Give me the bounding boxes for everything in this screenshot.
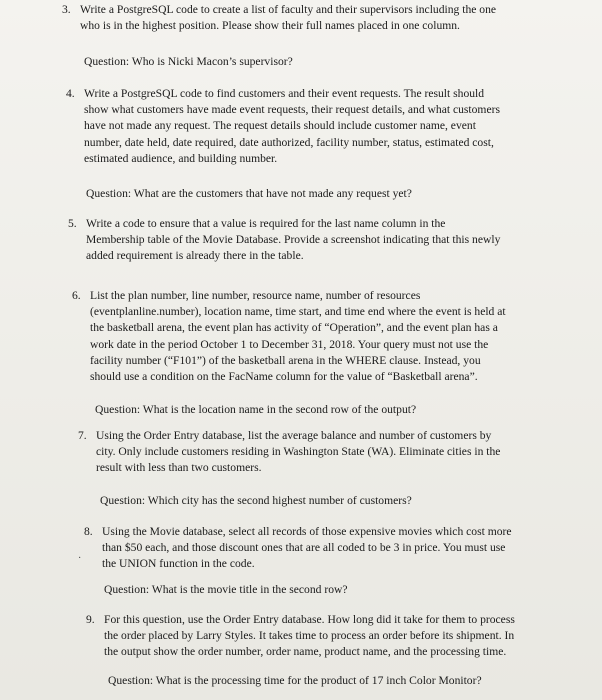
- item-number: 4.: [66, 87, 75, 100]
- item-line: who is in the highest position. Please show their full names placed in one column.: [80, 19, 460, 33]
- item-line: Membership table of the Movie Database. Provide a screenshot indicating that this newly: [86, 233, 501, 247]
- item-line: Using the Order Entry database, list the average balance and number of customers by: [96, 429, 492, 442]
- item-line: have not made any request. The request details should include customer name, event: [84, 119, 476, 133]
- item-7: [78, 428, 558, 477]
- item-4: [66, 86, 556, 167]
- item-line: Write a PostgreSQL code to find customers and their event requests. The result should: [84, 87, 485, 100]
- item-line: should use a condition on the FacName column for the value of “Basketball arena”.: [90, 370, 478, 384]
- item-line: added requirement is already there in the table.: [86, 249, 304, 263]
- item-line: work date in the period October 1 to December 31, 2018. Your query must not use the: [90, 337, 489, 351]
- question-3: Question: Who is Nicki Macon’s supervisor?: [84, 55, 293, 68]
- item-line: Write a code to ensure that a value is required for the last name column in the: [86, 217, 446, 230]
- item-text: [96, 428, 558, 477]
- item-line: result with less than two customers.: [96, 461, 262, 475]
- item-text: [90, 288, 562, 385]
- item-line: the order placed by Larry Styles. It takes time to process an order before its shipment. In: [104, 629, 515, 643]
- question-8: Question: What is the movie title in the second row?: [104, 583, 348, 596]
- item-9: [86, 612, 556, 661]
- item-text: [84, 86, 556, 167]
- item-line: For this question, use the Order Entry database. How long did it take for them to process: [104, 613, 515, 626]
- item-number: 5.: [68, 217, 77, 230]
- item-line: the output show the order number, order name, product name, and the processing time.: [104, 645, 507, 659]
- item-text: [102, 524, 554, 573]
- item-text: [86, 216, 558, 265]
- item-number: 3.: [62, 3, 71, 16]
- item-line: Using the Movie database, select all records of those expensive movies which cost more: [102, 525, 512, 538]
- item-text: [80, 2, 562, 34]
- item-line: than $50 each, and those discount ones that are all coded to be 3 in price. You must use: [102, 541, 506, 555]
- item-line: estimated audience, and building number.: [84, 151, 278, 165]
- item-6: [72, 288, 562, 385]
- question-4: Question: What are the customers that have not made any request yet?: [86, 187, 412, 200]
- item-3: [62, 2, 562, 34]
- item-8: [84, 524, 554, 573]
- item-line: the UNION function in the code.: [102, 557, 255, 571]
- item-line: show what customers have made event requests, their request details, and what customers: [84, 103, 500, 117]
- item-line: number, date held, date required, date authorized, facility number, status, estimated cost,: [84, 135, 494, 149]
- item-text: [104, 612, 556, 661]
- item-5: [68, 216, 558, 265]
- stray-mark: ·: [78, 553, 82, 564]
- question-7: Question: Which city has the second highest number of customers?: [100, 494, 412, 507]
- item-number: 7.: [78, 429, 87, 442]
- item-line: Write a PostgreSQL code to create a list of faculty and their supervisors including the one: [80, 3, 497, 16]
- item-line: facility number (“F101”) of the basketball arena in the WHERE clause. Instead, you: [90, 353, 481, 367]
- question-6: Question: What is the location name in the second row of the output?: [95, 403, 417, 416]
- item-line: the basketball arena, the event plan has activity of “Operation”, and the event plan has a: [90, 321, 498, 335]
- item-number: 9.: [86, 613, 95, 626]
- item-line: city. Only include customers residing in Washington State (WA). Eliminate cities in the: [96, 445, 501, 459]
- item-line: (eventplanline.number), location name, time start, and time end where the event is held at: [90, 305, 506, 319]
- item-line: List the plan number, line number, resource name, number of resources: [90, 289, 421, 302]
- item-number: 8.: [84, 525, 93, 538]
- question-9: Question: What is the processing time for the product of 17 inch Color Monitor?: [108, 674, 482, 687]
- item-number: 6.: [72, 289, 81, 302]
